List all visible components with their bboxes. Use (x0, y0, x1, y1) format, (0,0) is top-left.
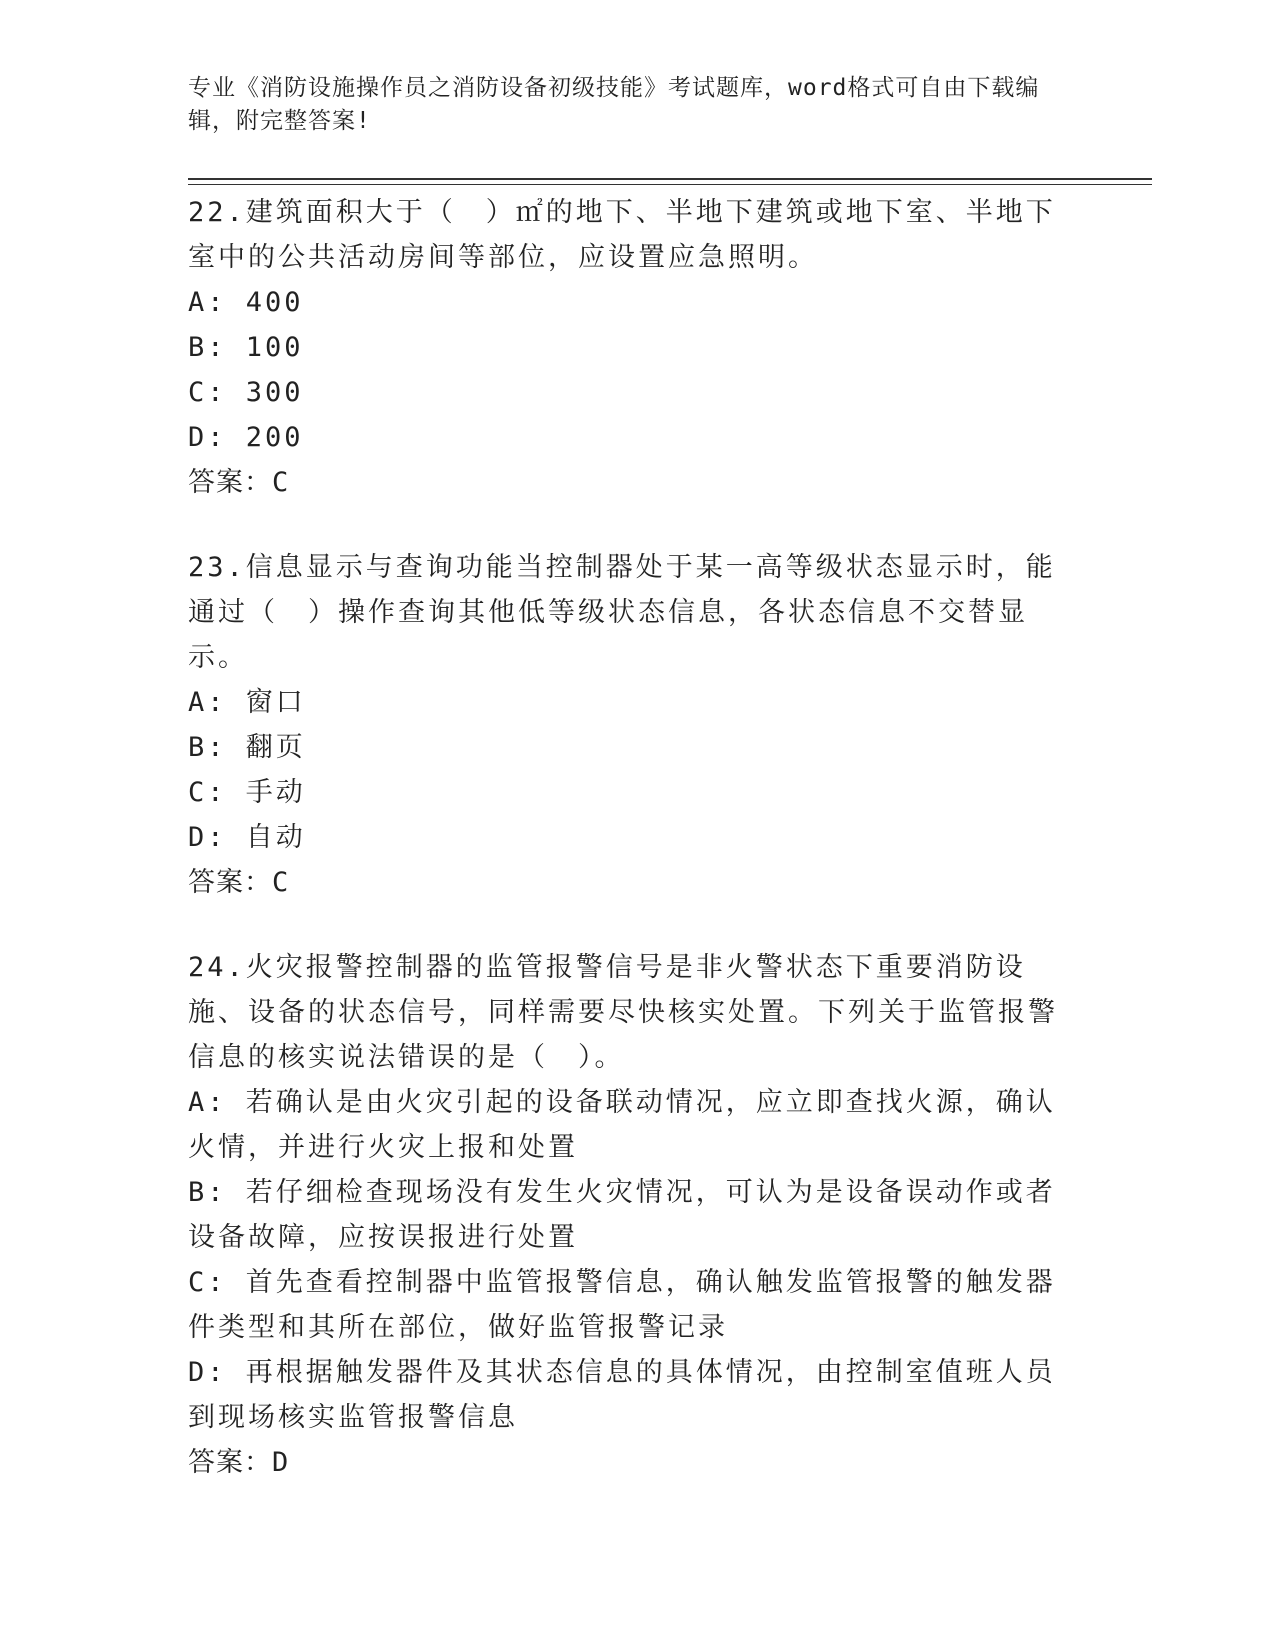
answer: 答案：C (188, 467, 290, 498)
question-22 (188, 190, 1068, 505)
option-a: A: 若确认是由火灾引起的设备联动情况，应立即查找火源，确认火情，并进行火灾上报和处置 (188, 1087, 1056, 1163)
option-d: D: 再根据触发器件及其状态信息的具体情况，由控制室值班人员到现场核实监管报警信息 (188, 1357, 1056, 1433)
option-b: B: 若仔细检查现场没有发生火灾情况，可认为是设备误动作或者设备故障，应按误报进行处置 (188, 1177, 1056, 1253)
option-c: C: 首先查看控制器中监管报警信息，确认触发监管报警的触发器件类型和其所在部位，做好监管报警记录 (188, 1267, 1056, 1343)
question-list (188, 190, 1068, 1525)
option-c: C: 300 (188, 377, 304, 408)
question-24 (188, 945, 1068, 1485)
option-d: D: 自动 (188, 822, 306, 853)
question-stem: 22.建筑面积大于（ ）㎡的地下、半地下建筑或地下室、半地下室中的公共活动房间等部位，应设置应急照明。 (188, 197, 1056, 273)
option-a: A: 400 (188, 287, 304, 318)
question-stem: 23.信息显示与查询功能当控制器处于某一高等级状态显示时，能通过（ ）操作查询其他低等级状态信息，各状态信息不交替显示。 (188, 552, 1056, 673)
header-rule-top (188, 178, 1152, 180)
option-b: B: 翻页 (188, 732, 306, 763)
header-rule-bottom (188, 184, 1152, 185)
document-header: 专业《消防设施操作员之消防设备初级技能》考试题库，word格式可自由下载编辑，附完整答案! (188, 75, 1040, 134)
answer: 答案：D (188, 1447, 290, 1478)
option-b: B: 100 (188, 332, 304, 363)
option-a: A: 窗口 (188, 687, 306, 718)
answer: 答案：C (188, 867, 290, 898)
question-stem: 24.火灾报警控制器的监管报警信号是非火警状态下重要消防设施、设备的状态信号，同样需要尽快核实处置。下列关于监管报警信息的核实说法错误的是（ ）。 (188, 952, 1058, 1073)
option-c: C: 手动 (188, 777, 306, 808)
option-d: D: 200 (188, 422, 304, 453)
question-23 (188, 545, 1068, 905)
